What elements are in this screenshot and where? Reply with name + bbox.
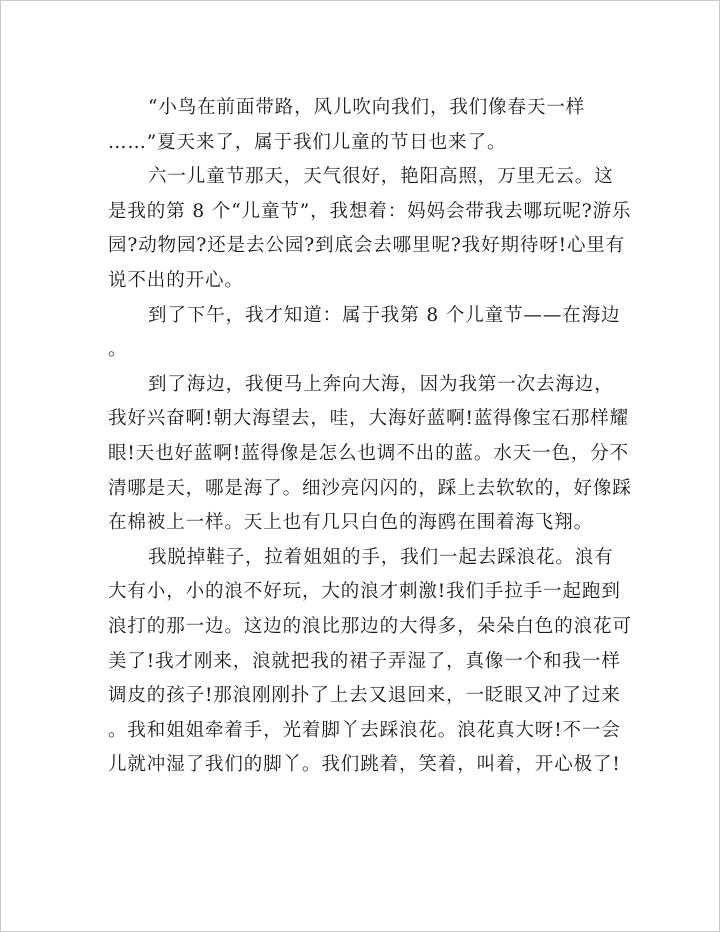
paragraph-line: 我好兴奋啊!朝大海望去，哇，大海好蓝啊!蓝得像宝石那样耀 xyxy=(108,408,630,430)
paragraph-line: 清哪是天，哪是海了。细沙亮闪闪的，踩上去软软的，好像踩 xyxy=(108,477,632,499)
paragraph-line: 园?动物园?还是去公园?到底会去哪里呢?我好期待呀!心里有 xyxy=(108,235,626,257)
paragraph-line: 眼!天也好蓝啊!蓝得像是怎么也调不出的蓝。水天一色，分不 xyxy=(108,442,630,464)
paragraph-line: 儿就冲湿了我们的脚丫。我们跳着，笑着，叫着，开心极了! xyxy=(108,754,621,776)
paragraph-line: 。我和姐姐牵着手，光着脚丫去踩浪花。浪花真大呀!不一会 xyxy=(108,719,621,741)
paragraph-line: “小鸟在前面带路，风儿吹向我们，我们像春天一样 xyxy=(148,97,586,118)
paragraph-line: 到了下午，我才知道：属于我第 8 个儿童节——在海边 xyxy=(148,304,621,326)
paragraph-line: 浪打的那一边。这边的浪比那边的大得多，朵朵白色的浪花可 xyxy=(108,615,632,637)
paragraph-line: 美了!我才刚来，浪就把我的裙子弄湿了，真像一个和我一样 xyxy=(108,650,621,672)
paragraph-line: 六一儿童节那天，天气很好，艳阳高照，万里无云。这 xyxy=(148,166,614,188)
document-body xyxy=(108,91,632,783)
paragraph-line: 调皮的孩子!那浪刚刚扑了上去又退回来，一眨眼又冲了过来 xyxy=(108,685,621,707)
paragraph-line: 在棉被上一样。天上也有几只白色的海鸥在围着海飞翔。 xyxy=(108,512,594,534)
paragraph-line: ……”夏天来了，属于我们儿童的节日也来了。 xyxy=(108,131,507,153)
paragraph-line: 。 xyxy=(108,339,128,361)
paragraph-line: 到了海边，我便马上奔向大海，因为我第一次去海边， xyxy=(148,373,614,395)
paragraph-line: 我脱掉鞋子，拉着姐姐的手，我们一起去踩浪花。浪有 xyxy=(148,546,614,568)
paragraph-line: 是我的第 8 个“儿童节”，我想着：妈妈会带我去哪玩呢?游乐 xyxy=(108,200,632,222)
paragraph-line: 大有小，小的浪不好玩，大的浪才刺激!我们手拉手一起跑到 xyxy=(108,581,621,603)
paragraph-line: 说不出的开心。 xyxy=(108,269,244,291)
